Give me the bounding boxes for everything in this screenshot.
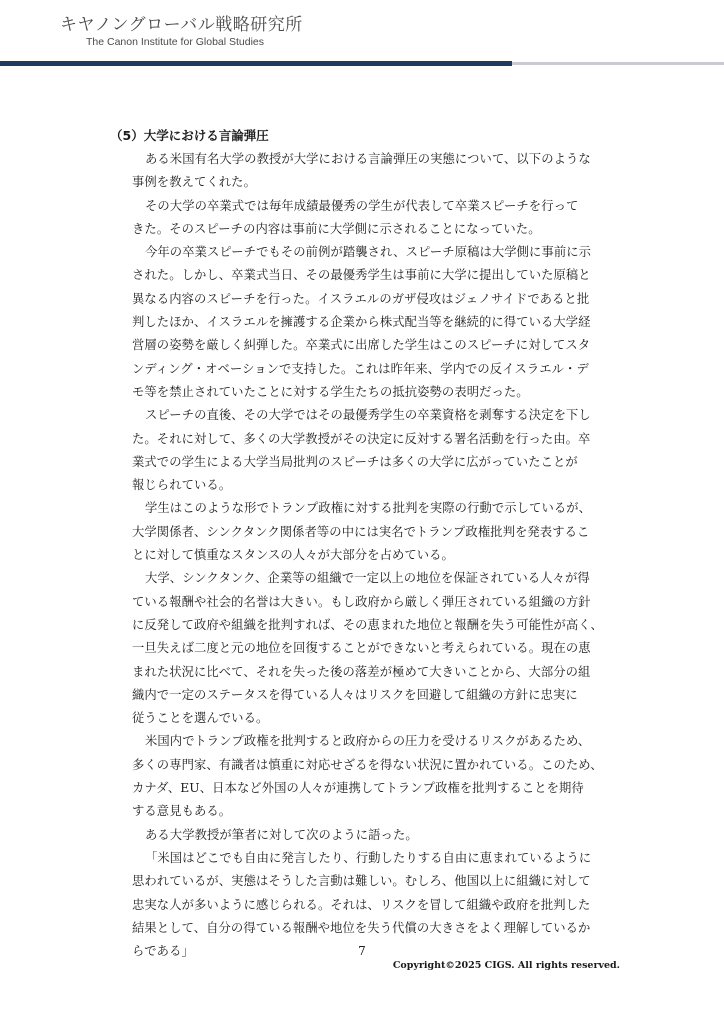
text-line: ている報酬や社会的名誉は大きい。もし政府から厳しく弾圧されている組織の方針 — [132, 594, 591, 609]
text-line: 報じられている。 — [132, 478, 232, 493]
document-body — [112, 126, 624, 963]
text-line: に反発して政府や組織を批判すれば、その恵まれた地位と報酬を失う可能性が高く、 — [132, 617, 603, 632]
section-title: （5）大学における言論弾圧 — [110, 128, 269, 143]
text-line: カナダ、EU、日本など外国の人々が連携してトランプ政権を批判することを期待 — [132, 781, 584, 796]
paragraph-3 — [112, 241, 624, 404]
header-rule-dark — [0, 61, 512, 66]
text-line: 「米国はどこでも自由に発言したり、行動したりする自由に恵まれているように — [145, 850, 592, 865]
text-line: 異なる内容のスピーチを行った。イスラエルのガザ侵攻はジェノサイドであると批 — [132, 291, 590, 306]
text-line: 織内で一定のステータスを得ている人々はリスクを回避して組織の方針に忠実に — [132, 687, 578, 702]
paragraph-2 — [112, 195, 624, 242]
text-line: 判したほか、イスラエルを擁護する企業から株式配当等を継続的に得ている大学経 — [132, 315, 591, 330]
text-line: 一旦失えば二度と元の地位を回復することができないと考えられている。現在の恵 — [132, 641, 591, 656]
paragraph-5 — [112, 497, 624, 567]
text-line: 営層の姿勢を厳しく糾弾した。卒業式に出席した学生はこのスピーチに対してスタ — [132, 338, 591, 353]
text-line: ンディング・オベーションで支持した。これは昨年来、学内での反イスラエル・デ — [132, 361, 589, 376]
org-name-japanese: キヤノングローバル戦略研究所 — [60, 15, 303, 35]
text-line: まれた状況に比べて、それを失った後の落差が極めて大きいことから、大部分の組 — [132, 664, 591, 679]
text-line: 従うことを選んでいる。 — [132, 711, 269, 726]
text-line: 結果として、自分の得ている報酬や地位を失う代償の大きさをよく理解しているか — [132, 920, 591, 935]
text-line: 大学関係者、シンクタンク関係者等の中には実名でトランプ政権批判を発表するこ — [132, 524, 590, 539]
text-line: モ等を禁止されていたことに対する学生たちの抵抗姿勢の表明だった。 — [132, 384, 529, 399]
paragraph-6 — [112, 567, 624, 730]
text-line: する意見もある。 — [132, 804, 232, 819]
text-line: その大学の卒業式では毎年成績最優秀の学生が代表して卒業スピーチを行って — [145, 198, 579, 213]
page-number: 7 — [358, 944, 366, 958]
text-line: ある米国有名大学の教授が大学における言論弾圧の実態について、以下のような — [145, 152, 591, 166]
text-line: ある大学教授が筆者に対して次のように語った。 — [145, 827, 418, 842]
text-line: とに対して慎重なスタンスの人々が大部分を占めている。 — [132, 548, 454, 563]
paragraph-1 — [112, 148, 624, 195]
text-line: 米国内でトランプ政権を批判すると政府からの圧力を受けるリスクがあるため、 — [145, 734, 591, 749]
header-rule-light — [512, 62, 724, 65]
text-line: 多くの専門家、有識者は慎重に対応せざるを得ない状況に置かれている。このため、 — [132, 757, 603, 772]
paragraph-4 — [112, 404, 624, 497]
text-line: 忠実な人が多いように感じられる。それは、リスクを冒して組織や政府を批判した — [132, 897, 591, 912]
text-line: された。しかし、卒業式当日、その最優秀学生は事前に大学に提出していた原稿と — [132, 268, 591, 283]
text-line: 今年の卒業スピーチでもその前例が踏襲され、スピーチ原稿は大学側に事前に示 — [145, 245, 592, 260]
text-line: スピーチの直後、その大学ではその最優秀学生の卒業資格を剥奪する決定を下し — [145, 408, 591, 423]
text-line: た。それに対して、多くの大学教授がその決定に反対する署名活動を行った由。卒 — [132, 431, 591, 446]
copyright-notice: Copyright©2025 CIGS. All rights reserved. — [392, 960, 620, 971]
text-line: 大学、シンクタンク、企業等の組織で一定以上の地位を保証されている人々が得 — [145, 571, 590, 586]
text-line: 思われているが、実態はそうした言動は難しい。むしろ、他国以上に組織に対して — [132, 874, 591, 889]
text-line: 事例を教えてくれた。 — [132, 175, 256, 190]
paragraph-7 — [112, 730, 624, 823]
text-line: 業式での学生による大学当局批判のスピーチは多くの大学に広がっていたことが — [132, 454, 578, 469]
page-header — [0, 0, 724, 70]
paragraph-8 — [112, 824, 624, 847]
text-line: らである」 — [132, 944, 194, 959]
org-name-english: The Canon Institute for Global Studies — [86, 36, 265, 48]
text-line: 学生はこのような形でトランプ政権に対する批判を実際の行動で示しているが、 — [145, 501, 592, 516]
text-line: きた。そのスピーチの内容は事前に大学側に示されることになっていた。 — [132, 221, 541, 236]
